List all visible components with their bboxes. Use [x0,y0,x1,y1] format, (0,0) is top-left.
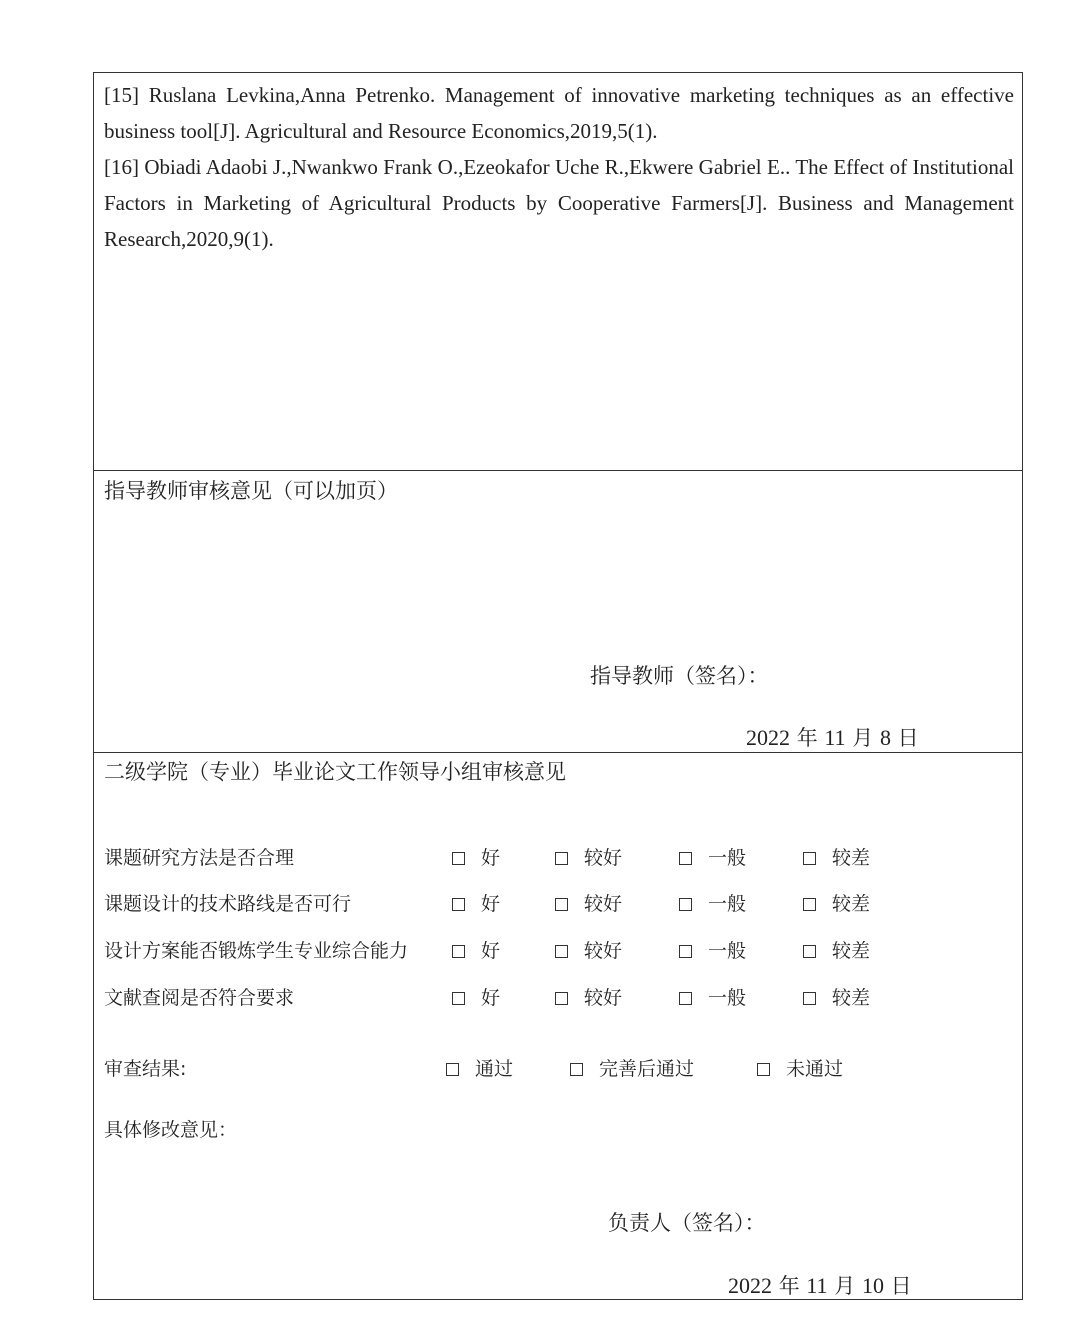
section-divider-advisor [93,752,1023,753]
checkbox-icon[interactable] [679,898,692,911]
checkbox-icon[interactable] [803,992,816,1005]
result-option-pass[interactable]: 通过 [446,1054,513,1081]
rating-option[interactable]: 较差 [803,936,870,963]
committee-date-month-char: 月 [834,1274,856,1298]
advisor-date-day: 8 [879,725,891,750]
checkbox-icon[interactable] [803,852,816,865]
checkbox-icon[interactable] [803,898,816,911]
result-option-pass-after-revision[interactable]: 完善后通过 [570,1054,694,1081]
rating-option[interactable]: 好 [452,936,500,963]
question-label: 课题设计的技术路线是否可行 [104,893,352,915]
advisor-date-day-char: 日 [897,726,919,750]
advisor-date [746,722,919,752]
rating-option[interactable]: 较差 [803,889,870,916]
committee-date [728,1270,912,1300]
rating-option[interactable]: 好 [452,843,500,870]
checkbox-icon[interactable] [679,945,692,958]
committee-date-year-char: 年 [778,1274,800,1298]
question-label: 文献查阅是否符合要求 [104,987,295,1009]
rating-option[interactable]: 一般 [679,889,746,916]
rating-option[interactable]: 好 [452,983,500,1010]
checkbox-icon[interactable] [452,992,465,1005]
checkbox-icon[interactable] [452,898,465,911]
committee-signature-label: 负责人（签名）： [608,1211,766,1235]
question-row [104,843,924,873]
checkbox-icon[interactable] [555,852,568,865]
advisor-heading: 指导教师审核意见（可以加页） [104,479,398,503]
question-label: 课题研究方法是否合理 [104,847,295,869]
checkbox-icon[interactable] [555,945,568,958]
rating-option[interactable]: 一般 [679,936,746,963]
checkbox-icon[interactable] [570,1063,583,1076]
checkbox-icon[interactable] [803,945,816,958]
reference-15: [15] Ruslana Levkina,Anna Petrenko. Management of innovative marketing techniques as an effective business tool[J]. Agricultural and Resource Economics,2019,5(1). [104,83,1014,143]
section-divider-references [93,470,1023,471]
checkbox-icon[interactable] [446,1063,459,1076]
rating-option[interactable]: 一般 [679,843,746,870]
result-row [104,1054,924,1084]
rating-option[interactable]: 好 [452,889,500,916]
question-row [104,889,924,919]
committee-date-year: 2022 [728,1273,772,1298]
committee-date-day: 10 [861,1273,884,1298]
rating-option[interactable]: 较好 [555,983,622,1010]
rating-option[interactable]: 较好 [555,843,622,870]
rating-option[interactable]: 较好 [555,936,622,963]
question-row [104,936,924,966]
checkbox-icon[interactable] [555,992,568,1005]
rating-option[interactable]: 较好 [555,889,622,916]
question-row [104,983,924,1013]
checkbox-icon[interactable] [452,852,465,865]
checkbox-icon[interactable] [679,992,692,1005]
rating-option[interactable]: 较差 [803,983,870,1010]
advisor-date-month-char: 月 [852,726,874,750]
committee-date-day-char: 日 [890,1274,912,1298]
rating-option[interactable]: 一般 [679,983,746,1010]
checkbox-icon[interactable] [679,852,692,865]
checkbox-icon[interactable] [757,1063,770,1076]
reference-16: [16] Obiadi Adaobi J.,Nwankwo Frank O.,Ezeokafor Uche R.,Ekwere Gabriel E.. The Effect of Institutional Factors in Marketing of Agricultural Products by Cooperative Farmers[J]. Business and Management Research,2020,9(1). [104,155,1014,251]
comments-label: 具体修改意见： [104,1119,238,1141]
advisor-date-month: 11 [824,725,846,750]
advisor-date-year: 2022 [746,725,790,750]
result-label: 审查结果: [104,1058,187,1080]
result-option-fail[interactable]: 未通过 [757,1054,843,1081]
committee-heading: 二级学院（专业）毕业论文工作领导小组审核意见 [104,760,566,784]
question-label: 设计方案能否锻炼学生专业综合能力 [104,940,409,962]
committee-date-month: 11 [806,1273,828,1298]
advisor-signature-label: 指导教师（签名）： [590,664,769,688]
checkbox-icon[interactable] [555,898,568,911]
checkbox-icon[interactable] [452,945,465,958]
advisor-date-year-char: 年 [796,726,818,750]
rating-option[interactable]: 较差 [803,843,870,870]
